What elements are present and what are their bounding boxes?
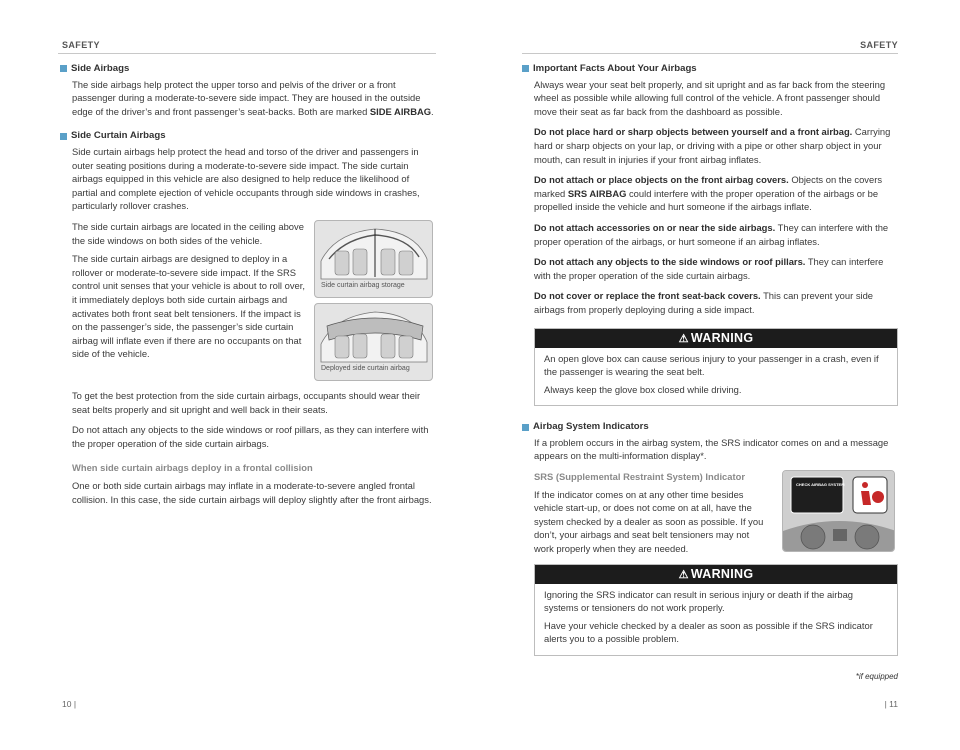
indicators-intro: If a problem occurs in the airbag system, the SRS indicator comes on and a message appears on the multi-information display*.: [534, 436, 889, 462]
curtain-deploy-text: The side curtain airbags are designed to deploy in a rollover or moderate-to-severe side impact. If the SRS control unit senses that your vehicle is about to roll over, it immediately deploys both side curtain airbags and activates both front seat belt tensioners. If the impact is on the passenger’s side, the passenger’s side curtain airbag will inflate even if there are no occupants on that side of the vehicle.: [72, 253, 305, 360]
fact-item-5: Do not cover or replace the front seat-back covers. This can prevent your side airbags from properly deploying during a side impact.: [534, 290, 874, 315]
section-square-icon: [60, 65, 67, 72]
warning-triangle-icon: ⚠: [678, 568, 689, 581]
side-curtain-airbags-heading: Side Curtain Airbags: [60, 129, 436, 143]
curtain-location-text: The side curtain airbags are located in the ceiling above the side windows on both sides of the vehicle.: [72, 220, 304, 246]
section-label: SAFETY: [62, 40, 100, 50]
curtain-no-attach-text: Do not attach any objects to the side windows or roof pillars, as they can interfere with the proper operation of the side curtain airbags.: [72, 424, 429, 449]
indicators-heading: Airbag System Indicators: [522, 420, 898, 434]
curtain-float-block: [60, 220, 436, 381]
indicator-block: [522, 481, 898, 556]
curtain-protection-text: To get the best protection from the side curtain airbags, occupants should wear their seat belts properly and sit upright and well back in their seats.: [72, 389, 421, 415]
left-content: [60, 62, 436, 513]
check-airbag-display-text: CHECK AIRBAG SYSTEM: [796, 481, 845, 487]
fact-item-2: Do not attach or place objects on the front airbag covers. Objects on the covers marked SRS AIRBAG could interfere with the proper operation of the airbags or be propelled inside the vehicle and hurt someone if the airbags inflate.: [534, 174, 883, 213]
warning-title: ⚠ WARNING: [535, 565, 897, 584]
side-curtain-intro: Side curtain airbags help protect the head and torso of the driver and passengers in outer seating positions during a moderate-to-severe side impact. The side curtain airbags equipped in this vehicle are also designed to help reduce the likelihood of partial and complete ejection of vehicle occupants through side windows in crashes, particularly rollover crashes.: [72, 145, 420, 212]
frontal-collision-text: One or both side curtain airbags may inflate in a moderate-to-severe angled frontal collision. In this case, the side curtain airbags will deploy slightly after the front airbags.: [72, 479, 432, 505]
instrument-cluster-illustration: [783, 471, 895, 552]
warning-body: Ignoring the SRS indicator can result in serious injury or death if the airbag systems or tensioners do not work properly. Have your vehicle checked by a dealer as soon as possible if the SRS indicator alerts you to a possible problem.: [544, 588, 873, 645]
warning-body: An open glove box can cause serious injury to your passenger in a crash, even if the passenger is wearing the seat belt. Always keep the glove box closed while driving.: [544, 352, 879, 395]
curtain-float-text: [72, 220, 306, 381]
side-airbags-heading: Side Airbags: [60, 62, 436, 76]
srs-indicator-subhead: SRS (Supplemental Restraint System) Indicator: [534, 471, 745, 483]
page-number: 10 |: [62, 699, 77, 709]
srs-airbag-marking: SRS AIRBAG: [567, 187, 627, 199]
fact-item-4: Do not attach any objects to the side windows or roof pillars. They can interfere with the proper operation of the side curtain airbags.: [534, 256, 884, 281]
side-airbags-text: The side airbags help protect the upper torso and pelvis of the driver or a front passenger during a moderate-to-severe side impact. They are housed in the outside edge of the driver’s and front passenger’s seat-backs. Both are marked SIDE AIRBAG.: [72, 78, 434, 117]
footnote: *if equipped: [855, 672, 898, 681]
section-square-icon: [522, 424, 529, 431]
header-rule: [58, 53, 436, 54]
curtain-figures: [314, 220, 433, 381]
figure-caption: Deployed side curtain airbag: [321, 365, 410, 373]
important-facts-heading: Important Facts About Your Airbags: [522, 62, 898, 76]
section-label: SAFETY: [860, 40, 898, 50]
section-square-icon: [60, 133, 67, 140]
warning-triangle-icon: ⚠: [678, 332, 689, 345]
fact-item-3: Do not attach accessories on or near the side airbags. They can interfere with the proper operation of the airbags, or hurt someone if an airbag inflates.: [534, 221, 889, 247]
srs-indicator-warning: [534, 564, 898, 656]
fact-item-1: Do not place hard or sharp objects between yourself and a front airbag. Carrying hard or sharp objects on your lap, or driving with a pipe or other sharp object in your mouth, can result in injuries if your front airbag inflates.: [534, 126, 891, 165]
curtain-deployed-figure: [314, 303, 433, 381]
side-airbag-marking: SIDE AIRBAG: [369, 105, 432, 117]
srs-indicator-text: If the indicator comes on at any other time besides vehicle start-up, or does not come on at all, have the system checked by a dealer as soon as possible. If you don’t, your airbags and seat belt tensioners may not work properly when they are needed.: [534, 488, 764, 555]
frontal-collision-subhead: When side curtain airbags deploy in a frontal collision: [72, 462, 313, 474]
srs-indicator-figure: [782, 470, 895, 552]
curtain-storage-figure: [314, 220, 433, 298]
facts-intro: Always wear your seat belt properly, and sit upright and as far back from the steering wheel as possible while allowing full control of the vehicle. A front passenger should move their seat as far back from the dashboard as possible.: [534, 78, 886, 117]
figure-caption: Side curtain airbag storage: [321, 282, 405, 290]
glovebox-warning: [534, 328, 898, 407]
page-number: | 11: [884, 699, 898, 709]
section-square-icon: [522, 65, 529, 72]
right-page: [480, 0, 960, 750]
warning-title: ⚠ WARNING: [535, 329, 897, 348]
header-rule: [522, 53, 898, 54]
right-content: [522, 62, 898, 666]
